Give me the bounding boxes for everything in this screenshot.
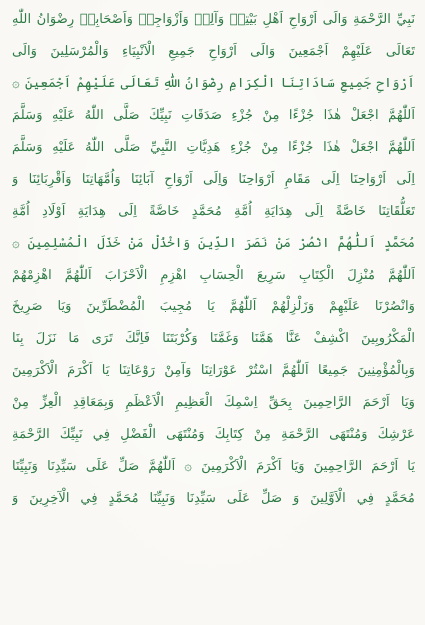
text-line-content: مُحَمَّدٍ فِي الْاَوَّلِينَ وَ صَلِّ عَلَى سَيِّدِنَا وَنَبِيِّنَا مُحَمَّدٍ فِي الْآخِرِينَ وَ — [12, 490, 415, 506]
text-line-content: اَللّٰهُمَّ اجْعَلْ هٰذَا جُزْءًا مِنْ جُزْءِ هَدِيَّاتِ النَّبِيِّ صَلَّى اللّٰهُ عَلَيْهِ وَسَلَّمَ — [12, 140, 415, 155]
text-line-5 — [12, 132, 415, 164]
text-line-11 — [12, 323, 415, 355]
text-line-content: مُحَمَّدٍ اَللّٰهُمَّ انْصُرْ مَنْ نَصَرَ الدِّينَ وَاخْذُلْ مَنْ خَذَلَ الْمُسْلِمِينَ ۞ — [12, 235, 415, 251]
text-line-content: اَرْوَاحِ جَمِيعِ سَادَاتِنَا الْكِرَامِ رِضْوَانُ اللّٰهِ تَعَالَى عَلَيْهِمْ اَجْمَعِينَ ۞ — [12, 76, 415, 92]
text-line-15 — [12, 450, 415, 482]
text-line-7 — [12, 195, 415, 227]
text-line-content: يَا اَرْحَمَ الرَّاحِمِينَ وَيَا اَكْرَمَ الْاَكْرَمِينَ ۞ اَللّٰهُمَّ صَلِّ عَلَى سَيِّدِنَا وَنَبِيِّنَا — [12, 458, 415, 474]
text-line-content: اَللّٰهُمَّ اجْعَلْ هٰذَا جُزْءًا مِنْ جُزْءِ صَدَقَاتِ نَبِيِّكَ صَلَّى اللّٰهُ عَلَيْهِ وَسَلَّمَ — [12, 108, 415, 124]
text-line-content: نَبِيِّ الرَّحْمَةِ وَالَى اَرْوَاحِ اَهْلِ بَيْتِهٖ وَآلِهٖ وَاَزْوَاجِهٖ وَاَصْحَابِهٖ رِضْوَانُ اللّٰهِ — [12, 12, 415, 28]
text-line-content: اَللّٰهُمَّ مُنْزِلَ الْكِتَابِ سَرِيعَ الْحِسَابِ اهْزِمِ الْاَحْزَابَ اَللّٰهُمَّ اهْزِمْهُمْ — [12, 267, 415, 283]
text-line-content: عَرْشِكَ وَمُنْتَهَى الرَّحْمَةِ مِنْ كِتَابِكَ وَمُنْتَهَى الْفَضْلِ فِي نَبِيِّكَ الرَّحْمَةِ — [12, 427, 415, 443]
text-line-4 — [12, 100, 415, 132]
text-line-content: تَعَلُّقَاتِنَا خَاصَّةً اِلَى هِدَايَةِ اُمَّةِ مُحَمَّدٍ خَاصَّةً اِلَى هِدَايَةِ اَوْلَادِ اُمَّةِ — [12, 203, 415, 219]
text-line-8 — [12, 227, 415, 259]
text-line-content: وَبِالْمُؤْمِنِينَ جَمِيعًا اَللّٰهُمَّ اسْتُرْ عَوْرَاتِنَا وَآمِنْ رَوْعَاتِنَا يَا اَكْرَمَ الْاَكْرَمِينَ — [12, 363, 415, 379]
text-line-content: اِلَى اَرْوَاحِنَا اِلَى مَقَامِ اَرْوَاحِنَا وَاِلَى اَرْوَاحِ آبَائِنَا وَاُمَّهَاتِنَا وَاَقْرِبَائِنَا وَ — [12, 171, 415, 187]
text-line-content: الْمَكْرُوبِينَ اكْشِفْ عَنَّا هَمَّنَا وَغَمَّنَا وَكُرْبَتَنَا فَاِنَّكَ تَرَى مَا نَزَلَ بِنَا — [12, 331, 415, 347]
arabic-text-block — [12, 4, 415, 514]
text-line-10 — [12, 291, 415, 323]
text-line-14 — [12, 419, 415, 451]
text-line-3 — [12, 68, 415, 100]
text-line-9 — [12, 259, 415, 291]
text-line-16 — [12, 482, 415, 514]
text-line-2 — [12, 36, 415, 68]
text-line-1 — [12, 4, 415, 36]
text-line-6 — [12, 163, 415, 195]
text-line-13 — [12, 387, 415, 419]
text-line-content: وَانْصُرْنَا عَلَيْهِمْ وَزَلْزِلْهُمْ اَللّٰهُمَّ يَا مُجِيبَ الْمُضْطَرِّينَ وَيَا صَرِيخَ — [12, 299, 415, 315]
text-line-12 — [12, 355, 415, 387]
text-line-content: تَعَالَى عَلَيْهِمْ اَجْمَعِينَ وَالَى اَرْوَاحِ جَمِيعِ الْاَنْبِيَاءِ وَالْمُرْسَلِينَ وَالَى — [12, 44, 415, 60]
text-line-content: وَيَا اَرْحَمَ الرَّاحِمِينَ بِحَقِّ اِسْمِكَ الْعَظِيمِ الْاَعْظَمِ وَبِمَعَاقِدِ الْعِزِّ مِنْ — [12, 395, 415, 411]
